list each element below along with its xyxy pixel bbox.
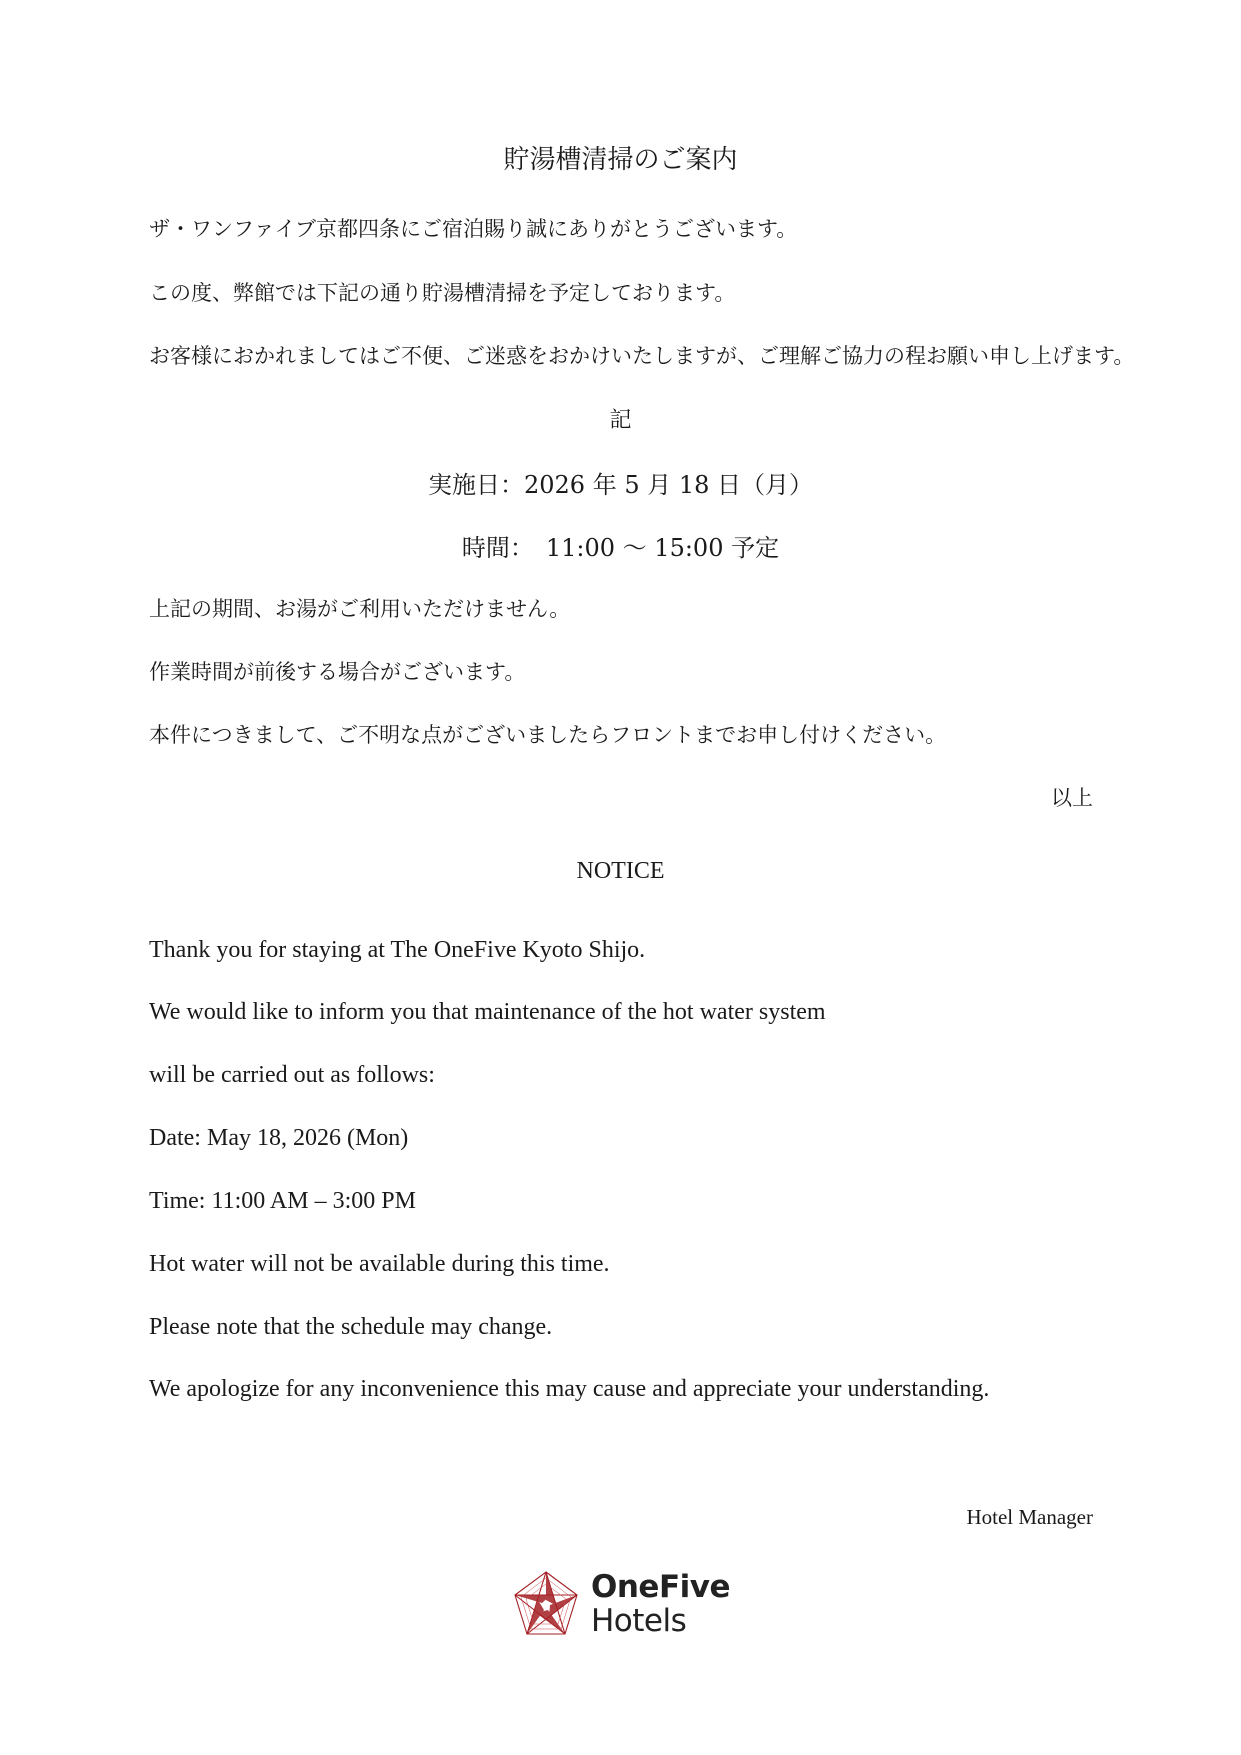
jp-time-line: 時間： 11:00 〜 15:00 予定	[461, 534, 780, 562]
jp-paragraph-apology: お客様におかれましてはご不便、ご迷惑をおかけいたしますが、ご理解ご協力の程お願い申し上げます。	[149, 344, 1135, 368]
jp-date-line: 実施日：2026 年 5 月 18 日（月）	[427, 471, 814, 499]
en-line-follows: will be carried out as follows:	[149, 1062, 435, 1088]
jp-paragraph-greeting: ザ・ワンファイブ京都四条にご宿泊賜り誠にありがとうございます。	[149, 217, 798, 241]
en-line-unavailable: Hot water will not be available during this time.	[149, 1251, 610, 1277]
jp-note-unavailable: 上記の期間、お湯がご利用いただけません。	[149, 597, 571, 621]
en-line-inform: We would like to inform you that maintenance of the hot water system	[149, 999, 826, 1025]
en-line-date: Date: May 18, 2026 (Mon)	[149, 1125, 409, 1151]
onefive-logo-mark-icon	[513, 1570, 579, 1638]
en-heading: NOTICE	[576, 858, 665, 884]
jp-note-schedule: 作業時間が前後する場合がございます。	[149, 660, 526, 684]
jp-closing: 以上	[1051, 786, 1093, 810]
jp-title: 貯湯槽清掃のご案内	[503, 145, 738, 175]
en-line-schedule: Please note that the schedule may change.	[149, 1314, 553, 1340]
en-signature: Hotel Manager	[966, 1505, 1093, 1529]
en-line-apology: We apologize for any inconvenience this may cause and appreciate your understanding.	[149, 1376, 990, 1402]
logo-line-hotels: Hotels	[591, 1603, 687, 1639]
logo-line-onefive: OneFive	[591, 1569, 730, 1605]
jp-note-contact: 本件につきまして、ご不明な点がございましたらフロントまでお申し付けください。	[149, 723, 947, 747]
jp-paragraph-announcement: この度、弊館では下記の通り貯湯槽清掃を予定しております。	[149, 281, 736, 305]
en-line-time: Time: 11:00 AM – 3:00 PM	[149, 1188, 416, 1214]
onefive-hotels-logo	[513, 1570, 733, 1640]
en-line-thanks: Thank you for staying at The OneFive Kyoto Shijo.	[149, 937, 646, 963]
onefive-logo-text	[591, 1570, 730, 1637]
jp-ki-marker: 記	[609, 408, 632, 433]
